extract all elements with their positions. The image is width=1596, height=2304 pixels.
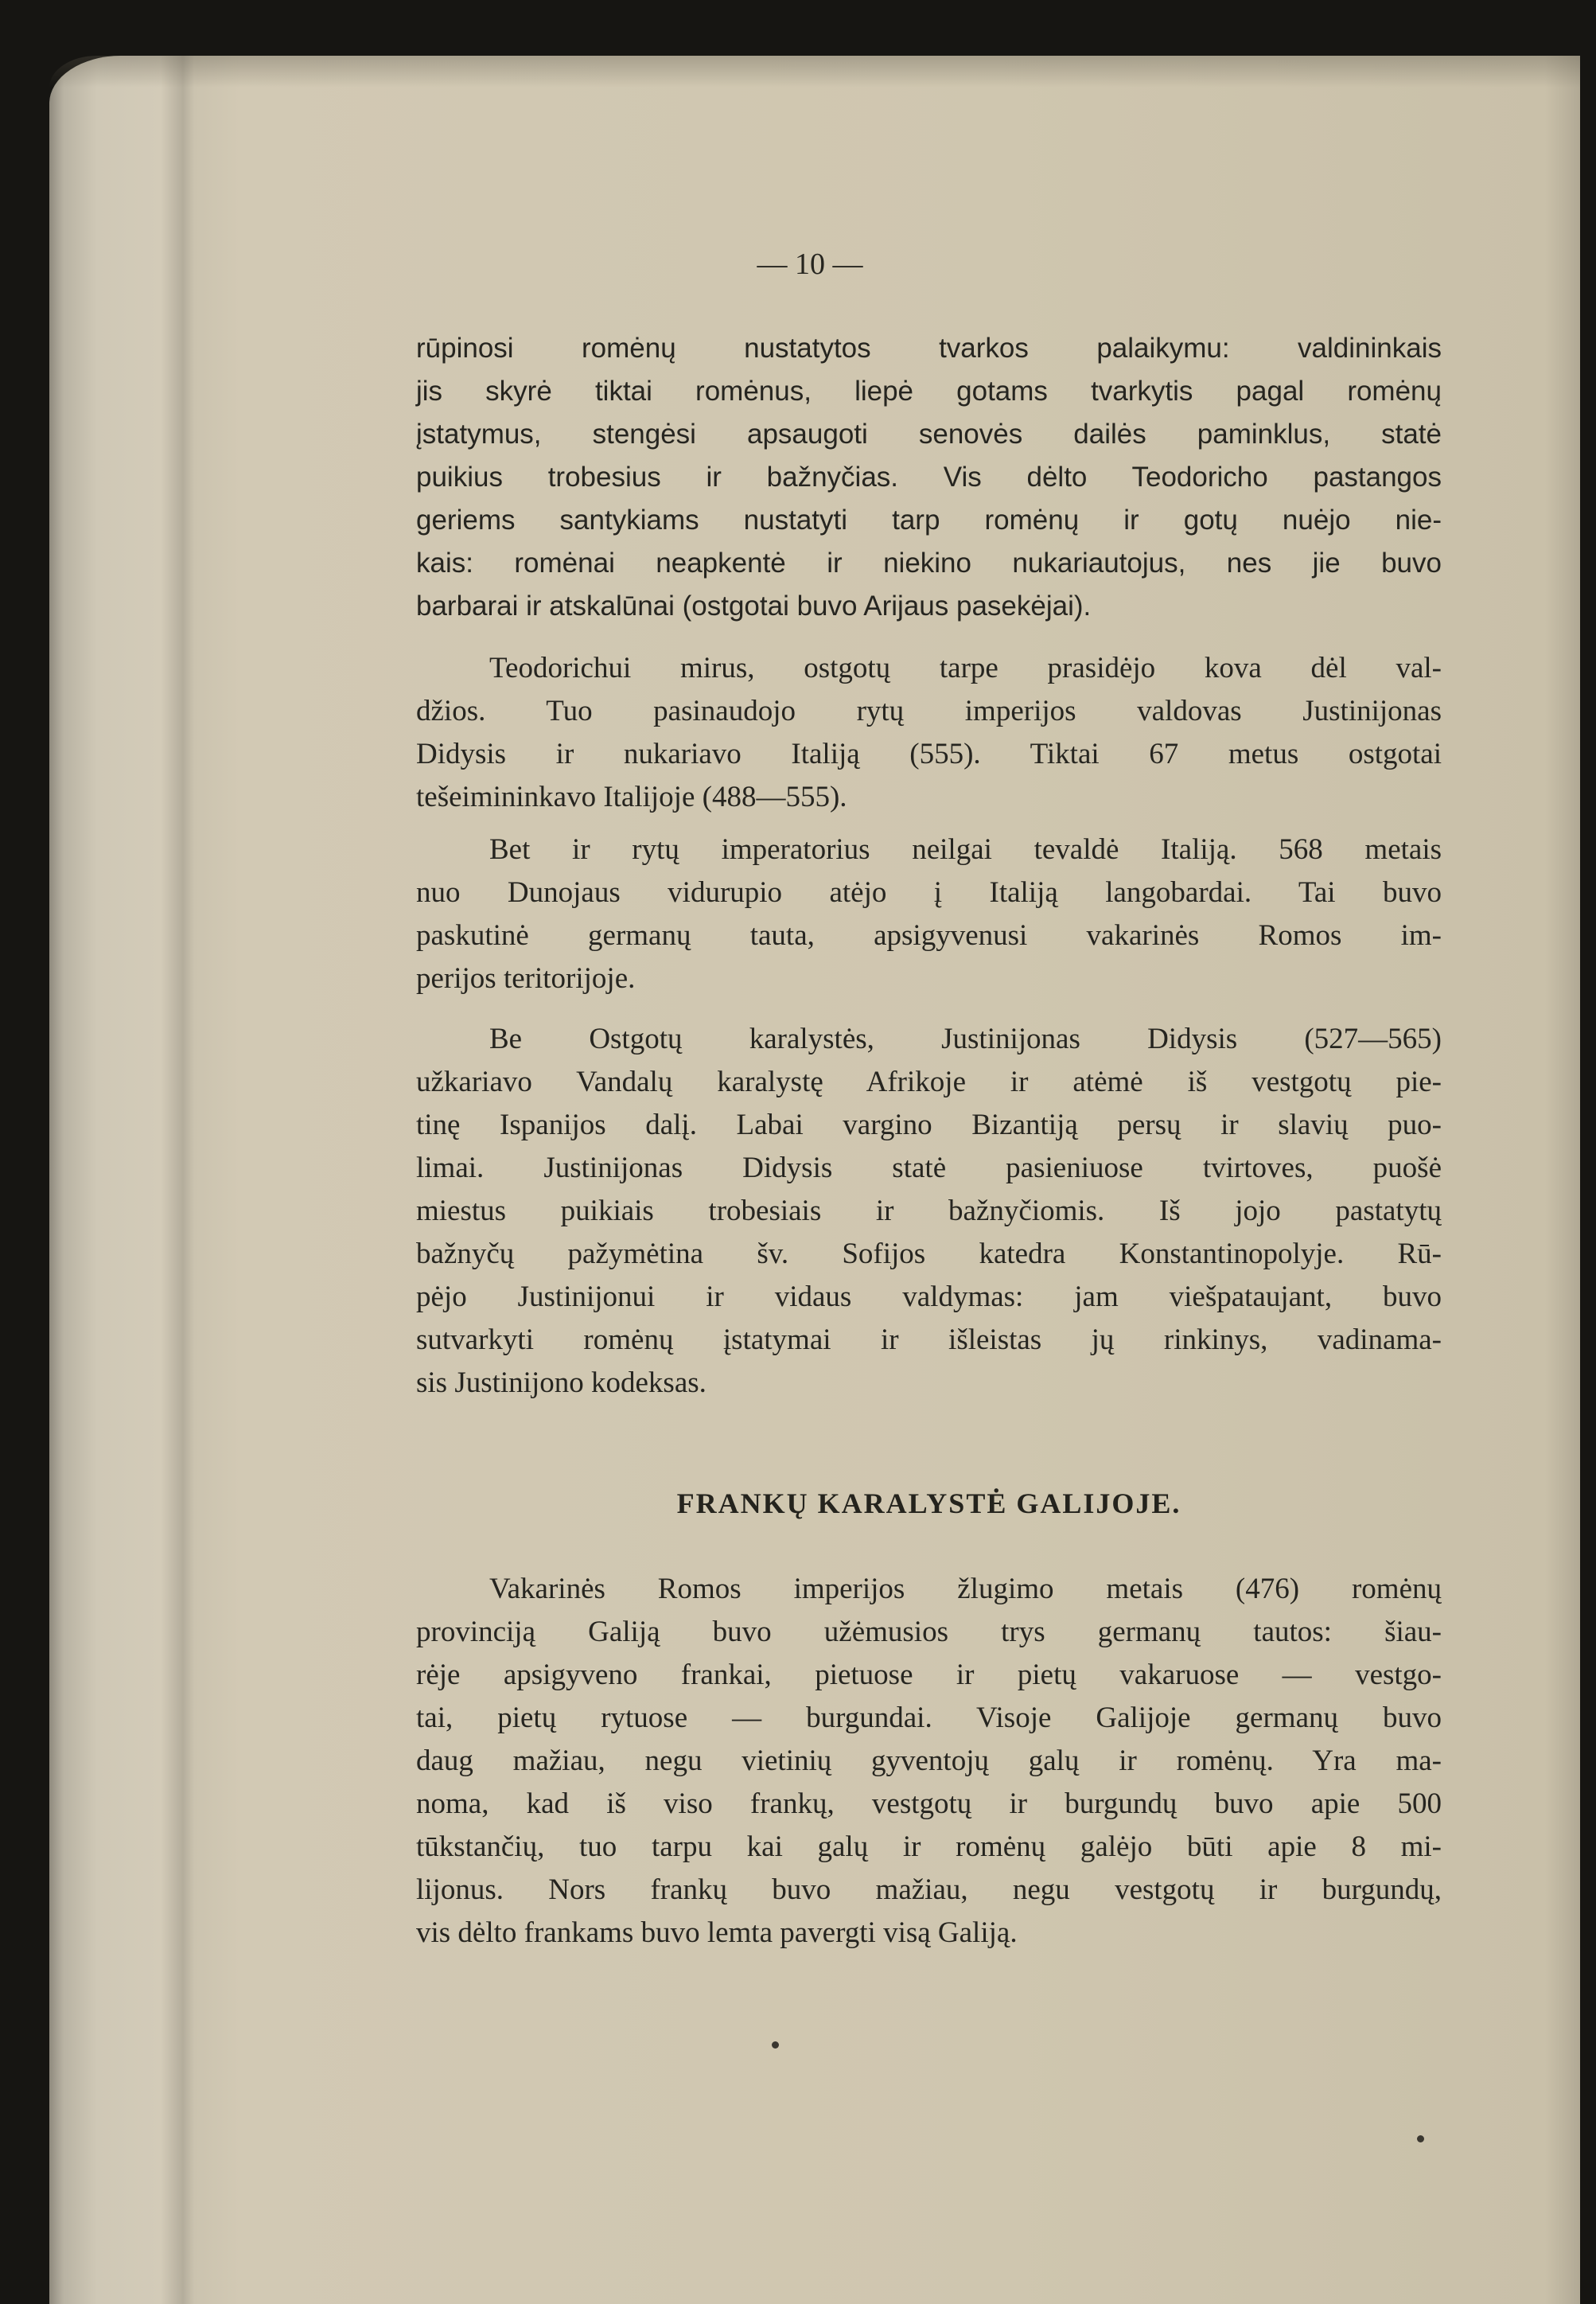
text-line: tai, pietų rytuose — burgundai. Visoje Galijoje germanų buvo [416,1702,1442,1734]
text-line: Bet ir rytų imperatorius neilgai tevaldė Italiją. 568 metais [489,833,1442,866]
text-line: paskutinė germanų tauta, apsigyvenusi vakarinės Romos im- [416,919,1442,952]
text-line: nuo Dunojaus vidurupio atėjo į Italiją langobardai. Tai buvo [416,876,1442,909]
text-line: tūkstančių, tuo tarpu kai galų ir romėnų galėjo būti apie 8 mi- [416,1830,1442,1863]
page-number: — 10 — [757,248,863,281]
text-line: perijos teritorijoje. [416,962,636,995]
text-line: užkariavo Vandalų karalystę Afrikoje ir atėmė iš vestgotų pie- [416,1066,1442,1098]
text-line: lijonus. Nors frankų buvo mažiau, negu vestgotų ir burgundų, [416,1873,1442,1906]
text-line: sutvarkyti romėnų įstatymai ir išleistas jų rinkinys, vadinama- [416,1324,1442,1356]
paragraph [416,828,1442,1000]
text-line: provinciją Galiją buvo užėmusios trys germanų tautos: šiau- [416,1616,1442,1648]
text-line: Be Ostgotų karalystės, Justinijonas Didysis (527—565) [489,1023,1442,1055]
text-line: sis Justinijono kodeksas. [416,1366,707,1399]
paragraph [416,327,1442,628]
text-line: miestus puikiais trobesiais ir bažnyčiomis. Iš jojo pastatytų [416,1195,1442,1227]
text-line: jis skyrė tiktai romėnus, liepė gotams tvarkytis pagal romėnų [416,376,1442,407]
text-line: Teodorichui mirus, ostgotų tarpe prasidėjo kova dėl val- [489,652,1442,684]
paper-speck [1417,2135,1424,2142]
text-line: rūpinosi romėnų nustatytos tvarkos palaikymu: valdininkais [416,333,1442,364]
text-line: limai. Justinijonas Didysis statė pasieniuose tvirtoves, puošė [416,1152,1442,1184]
text-line: džios. Tuo pasinaudojo rytų imperijos valdovas Justinijonas [416,695,1442,727]
text-line: pėjo Justinijonui ir vidaus valdymas: jam viešpataujant, buvo [416,1281,1442,1313]
paper-speck [772,2041,779,2049]
text-line: Didysis ir nukariavo Italiją (555). Tiktai 67 metus ostgotai [416,738,1442,770]
text-line: barbarai ir atskalūnai (ostgotai buvo Arijaus pasekėjai). [416,591,1092,622]
text-line: geriems santykiams nustatyti tarp romėnų ir gotų nuėjo nie- [416,505,1442,536]
text-line: kais: romėnai neapkentė ir niekino nukariautojus, nes jie buvo [416,548,1442,579]
text-line: bažnyčų pažymėtina šv. Sofijos katedra Konstantinopolyje. Rū- [416,1238,1442,1270]
text-line: puikius trobesius ir bažnyčias. Vis dėlto Teodoricho pastangos [416,462,1442,493]
text-line: vis dėlto frankams buvo lemta pavergti visą Galiją. [416,1916,1018,1949]
text-line: tinę Ispanijos dalį. Labai vargino Bizantiją persų ir slavių puo- [416,1109,1442,1141]
text-line: noma, kad iš viso frankų, vestgotų ir burgundų buvo apie 500 [416,1787,1442,1820]
text-line: įstatymus, stengėsi apsaugoti senovės dailės paminklus, statė [416,419,1442,450]
section-heading: FRANKŲ KARALYSTĖ GALIJOJE. [676,1487,1181,1519]
text-line: rėje apsigyveno frankai, pietuose ir pietų vakaruose — vestgo- [416,1659,1442,1691]
text-line: Vakarinės Romos imperijos žlugimo metais (476) romėnų [489,1573,1442,1605]
paragraph [416,647,1442,819]
paragraph [416,1568,1442,1955]
text-line: tešeimininkavo Italijoje (488—555). [416,781,847,813]
paragraph [416,1018,1442,1405]
text-line: daug mažiau, negu vietinių gyventojų galų ir romėnų. Yra ma- [416,1745,1442,1777]
